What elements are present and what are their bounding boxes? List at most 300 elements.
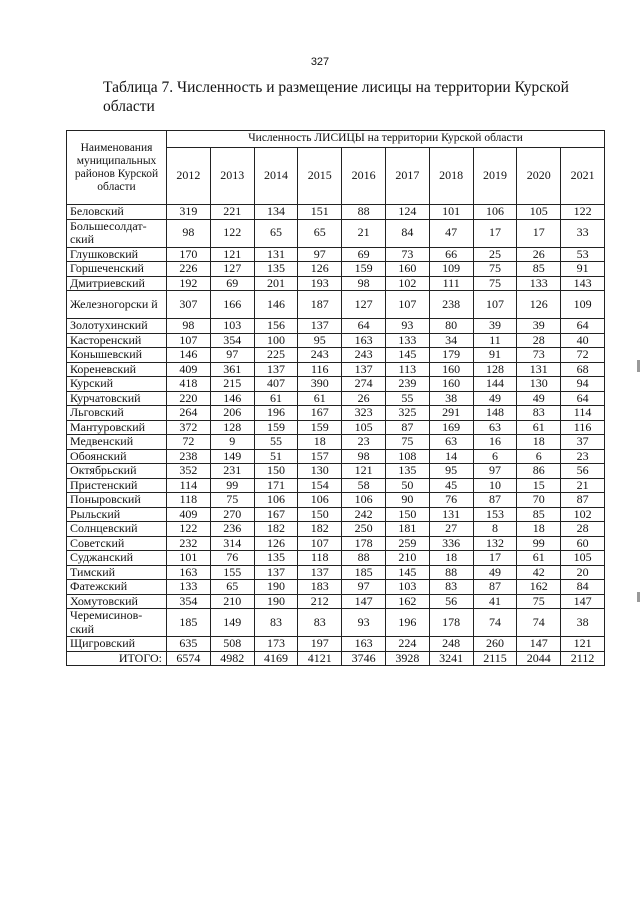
district-name: Тимский [67,565,167,580]
population-value: 319 [167,205,211,220]
population-value: 231 [210,464,254,479]
population-value: 243 [298,348,342,363]
district-name: Большесолдат-ский [67,219,167,247]
population-value: 23 [342,435,386,450]
population-value: 132 [473,536,517,551]
population-value: 149 [210,609,254,637]
district-name: Обоянский [67,449,167,464]
population-value: 190 [254,594,298,609]
population-value: 102 [385,276,429,291]
population-value: 137 [254,565,298,580]
population-value: 85 [517,507,561,522]
population-value: 102 [561,507,605,522]
population-value: 70 [517,493,561,508]
population-value: 100 [254,333,298,348]
population-value: 49 [473,565,517,580]
population-value: 135 [254,262,298,277]
population-value: 83 [517,406,561,421]
population-value: 121 [561,637,605,652]
district-name: Солнцевский [67,522,167,537]
population-value: 64 [342,319,386,334]
population-value: 60 [561,536,605,551]
population-value: 98 [342,449,386,464]
table-row [67,435,605,450]
population-value: 21 [342,219,386,247]
table-row [67,247,605,262]
population-value: 131 [429,507,473,522]
table-row [67,637,605,652]
district-name: Льговский [67,406,167,421]
population-value: 193 [298,276,342,291]
total-value: 2044 [517,651,561,666]
population-value: 14 [429,449,473,464]
population-value: 171 [254,478,298,493]
population-value: 183 [298,580,342,595]
population-value: 28 [517,333,561,348]
population-value: 352 [167,464,211,479]
population-value: 260 [473,637,517,652]
population-value: 85 [517,262,561,277]
population-value: 75 [473,276,517,291]
population-value: 27 [429,522,473,537]
population-value: 56 [429,594,473,609]
year-header: 2012 [167,148,211,205]
table-row [67,205,605,220]
population-value: 95 [298,333,342,348]
population-value: 39 [473,319,517,334]
total-value: 2115 [473,651,517,666]
population-value: 215 [210,377,254,392]
population-value: 121 [342,464,386,479]
population-value: 137 [342,362,386,377]
population-value: 135 [385,464,429,479]
population-value: 178 [342,536,386,551]
table-row [67,609,605,637]
year-header: 2014 [254,148,298,205]
population-value: 37 [561,435,605,450]
population-value: 407 [254,377,298,392]
fox-population-table [66,130,605,666]
population-value: 64 [561,319,605,334]
population-value: 55 [385,391,429,406]
population-value: 47 [429,219,473,247]
population-value: 25 [473,247,517,262]
population-value: 162 [517,580,561,595]
population-value: 154 [298,478,342,493]
population-value: 15 [517,478,561,493]
population-value: 38 [429,391,473,406]
population-value: 111 [429,276,473,291]
population-value: 105 [561,551,605,566]
district-name: Курчатовский [67,391,167,406]
population-value: 146 [167,348,211,363]
district-name: Касторенский [67,333,167,348]
population-value: 84 [561,580,605,595]
year-header: 2013 [210,148,254,205]
population-value: 145 [385,565,429,580]
population-value: 147 [561,594,605,609]
population-value: 103 [385,580,429,595]
population-value: 118 [298,551,342,566]
district-name: Пристенский [67,478,167,493]
population-value: 107 [473,291,517,319]
population-value: 127 [210,262,254,277]
population-value: 409 [167,362,211,377]
population-value: 153 [473,507,517,522]
table-row [67,333,605,348]
table-row [67,551,605,566]
district-name: Медвенский [67,435,167,450]
population-value: 137 [298,565,342,580]
population-value: 88 [342,551,386,566]
population-value: 109 [561,291,605,319]
population-value: 50 [385,478,429,493]
population-value: 49 [473,391,517,406]
population-value: 131 [517,362,561,377]
table-row [67,464,605,479]
population-value: 210 [210,594,254,609]
population-value: 113 [385,362,429,377]
district-name: Октябрьский [67,464,167,479]
population-value: 159 [298,420,342,435]
population-value: 107 [167,333,211,348]
district-name: Поныровский [67,493,167,508]
table-row [67,291,605,319]
population-value: 90 [385,493,429,508]
population-value: 418 [167,377,211,392]
population-value: 6 [473,449,517,464]
population-value: 121 [210,247,254,262]
population-value: 41 [473,594,517,609]
population-value: 93 [385,319,429,334]
population-value: 159 [254,420,298,435]
population-value: 225 [254,348,298,363]
population-value: 98 [167,319,211,334]
population-value: 163 [342,333,386,348]
district-name: Черемисинов-ский [67,609,167,637]
population-value: 238 [429,291,473,319]
population-value: 18 [298,435,342,450]
population-value: 163 [342,637,386,652]
population-value: 18 [517,435,561,450]
population-value: 212 [298,594,342,609]
population-value: 150 [385,507,429,522]
population-value: 248 [429,637,473,652]
population-value: 17 [517,219,561,247]
population-value: 133 [385,333,429,348]
total-value: 6574 [167,651,211,666]
population-value: 84 [385,219,429,247]
population-value: 157 [298,449,342,464]
page-number: 327 [310,56,330,68]
population-value: 106 [254,493,298,508]
population-value: 93 [342,609,386,637]
population-value: 185 [167,609,211,637]
population-value: 508 [210,637,254,652]
district-name: Глушковский [67,247,167,262]
table-caption [103,78,573,116]
population-value: 23 [561,449,605,464]
population-value: 185 [342,565,386,580]
population-value: 38 [561,609,605,637]
population-value: 130 [298,464,342,479]
population-value: 42 [517,565,561,580]
population-value: 39 [517,319,561,334]
population-value: 72 [167,435,211,450]
population-value: 325 [385,406,429,421]
population-value: 58 [342,478,386,493]
population-value: 197 [298,637,342,652]
population-value: 160 [429,362,473,377]
population-value: 97 [210,348,254,363]
district-name: Мантуровский [67,420,167,435]
total-row [67,651,605,666]
total-value: 2112 [561,651,605,666]
population-value: 97 [298,247,342,262]
population-value: 147 [517,637,561,652]
population-value: 130 [517,377,561,392]
population-value: 109 [429,262,473,277]
population-value: 390 [298,377,342,392]
population-value: 133 [517,276,561,291]
population-value: 135 [254,551,298,566]
population-value: 107 [298,536,342,551]
population-value: 206 [210,406,254,421]
population-value: 95 [429,464,473,479]
population-value: 181 [385,522,429,537]
population-value: 107 [385,291,429,319]
population-value: 16 [473,435,517,450]
population-value: 178 [429,609,473,637]
population-value: 97 [342,580,386,595]
population-value: 270 [210,507,254,522]
population-value: 150 [298,507,342,522]
population-value: 101 [429,205,473,220]
population-value: 144 [473,377,517,392]
year-header: 2019 [473,148,517,205]
population-value: 196 [385,609,429,637]
table-row [67,391,605,406]
population-value: 156 [254,319,298,334]
population-value: 307 [167,291,211,319]
population-value: 232 [167,536,211,551]
population-value: 26 [342,391,386,406]
population-value: 18 [517,522,561,537]
population-value: 173 [254,637,298,652]
population-value: 187 [298,291,342,319]
population-value: 98 [167,219,211,247]
population-value: 137 [254,362,298,377]
table-row [67,507,605,522]
population-value: 192 [167,276,211,291]
population-value: 182 [254,522,298,537]
population-value: 242 [342,507,386,522]
district-name: Щигровский [67,637,167,652]
table-row [67,580,605,595]
population-value: 83 [254,609,298,637]
population-value: 87 [561,493,605,508]
population-value: 116 [561,420,605,435]
population-value: 210 [385,551,429,566]
district-column-header: Наименования муниципальных районов Курской области [67,131,167,205]
district-name: Железногорски й [67,291,167,319]
population-value: 128 [210,420,254,435]
table-row [67,420,605,435]
population-value: 72 [561,348,605,363]
population-value: 103 [210,319,254,334]
population-value: 133 [167,580,211,595]
population-value: 65 [210,580,254,595]
population-value: 336 [429,536,473,551]
population-value: 220 [167,391,211,406]
district-name: Конышевский [67,348,167,363]
population-value: 105 [517,205,561,220]
year-header: 2016 [342,148,386,205]
population-value: 65 [254,219,298,247]
population-value: 94 [561,377,605,392]
population-value: 68 [561,362,605,377]
total-value: 4121 [298,651,342,666]
district-name: Хомутовский [67,594,167,609]
population-value: 74 [517,609,561,637]
population-value: 88 [342,205,386,220]
population-value: 75 [517,594,561,609]
population-value: 75 [385,435,429,450]
year-header: 2018 [429,148,473,205]
population-value: 118 [167,493,211,508]
table-row [67,276,605,291]
district-name: Горшеченский [67,262,167,277]
table-row [67,565,605,580]
population-value: 239 [385,377,429,392]
population-value: 224 [385,637,429,652]
year-header: 2015 [298,148,342,205]
population-value: 63 [473,420,517,435]
population-value: 20 [561,565,605,580]
table-row [67,348,605,363]
population-value: 116 [298,362,342,377]
table-row [67,262,605,277]
total-value: 3241 [429,651,473,666]
table-row [67,377,605,392]
population-value: 162 [385,594,429,609]
population-value: 51 [254,449,298,464]
total-value: 3928 [385,651,429,666]
population-value: 131 [254,247,298,262]
population-value: 170 [167,247,211,262]
population-value: 167 [298,406,342,421]
population-value: 128 [473,362,517,377]
population-value: 75 [210,493,254,508]
population-value: 155 [210,565,254,580]
population-value: 134 [254,205,298,220]
population-value: 18 [429,551,473,566]
population-value: 190 [254,580,298,595]
population-value: 80 [429,319,473,334]
population-value: 179 [429,348,473,363]
population-value: 182 [298,522,342,537]
year-header: 2021 [561,148,605,205]
population-value: 87 [385,420,429,435]
population-value: 147 [342,594,386,609]
population-value: 167 [254,507,298,522]
header-row-group [67,131,605,148]
population-value: 160 [385,262,429,277]
population-value: 6 [517,449,561,464]
population-value: 8 [473,522,517,537]
population-value: 148 [473,406,517,421]
table-row [67,493,605,508]
caption-line-1: Таблица 7. Численность и размещение лисицы на территории Курской [103,79,569,96]
population-value: 323 [342,406,386,421]
caption-line-2: области [103,98,155,115]
population-value: 83 [429,580,473,595]
population-value: 65 [298,219,342,247]
population-value: 73 [385,247,429,262]
population-value: 236 [210,522,254,537]
district-name: Советский [67,536,167,551]
population-value: 354 [210,333,254,348]
population-value: 88 [429,565,473,580]
table-row [67,362,605,377]
population-value: 264 [167,406,211,421]
population-value: 40 [561,333,605,348]
population-value: 86 [517,464,561,479]
population-value: 259 [385,536,429,551]
population-value: 122 [167,522,211,537]
population-value: 166 [210,291,254,319]
population-value: 97 [473,464,517,479]
population-value: 17 [473,551,517,566]
population-value: 45 [429,478,473,493]
year-header: 2020 [517,148,561,205]
population-value: 91 [473,348,517,363]
population-value: 145 [385,348,429,363]
population-group-header: Численность ЛИСИЦЫ на территории Курской области [167,131,605,148]
population-value: 34 [429,333,473,348]
population-value: 126 [517,291,561,319]
population-value: 26 [517,247,561,262]
population-value: 169 [429,420,473,435]
total-value: 3746 [342,651,386,666]
population-value: 61 [298,391,342,406]
population-value: 409 [167,507,211,522]
population-value: 11 [473,333,517,348]
population-value: 314 [210,536,254,551]
population-value: 75 [473,262,517,277]
population-value: 76 [429,493,473,508]
district-name: Дмитриевский [67,276,167,291]
population-value: 124 [385,205,429,220]
population-value: 61 [517,420,561,435]
population-value: 122 [210,219,254,247]
population-value: 17 [473,219,517,247]
population-value: 9 [210,435,254,450]
district-name: Фатежский [67,580,167,595]
table-row [67,478,605,493]
table-row [67,522,605,537]
population-value: 106 [298,493,342,508]
population-value: 122 [561,205,605,220]
population-value: 49 [517,391,561,406]
population-value: 55 [254,435,298,450]
table-row [67,594,605,609]
district-name: Курский [67,377,167,392]
population-value: 101 [167,551,211,566]
population-value: 196 [254,406,298,421]
population-value: 74 [473,609,517,637]
population-value: 28 [561,522,605,537]
